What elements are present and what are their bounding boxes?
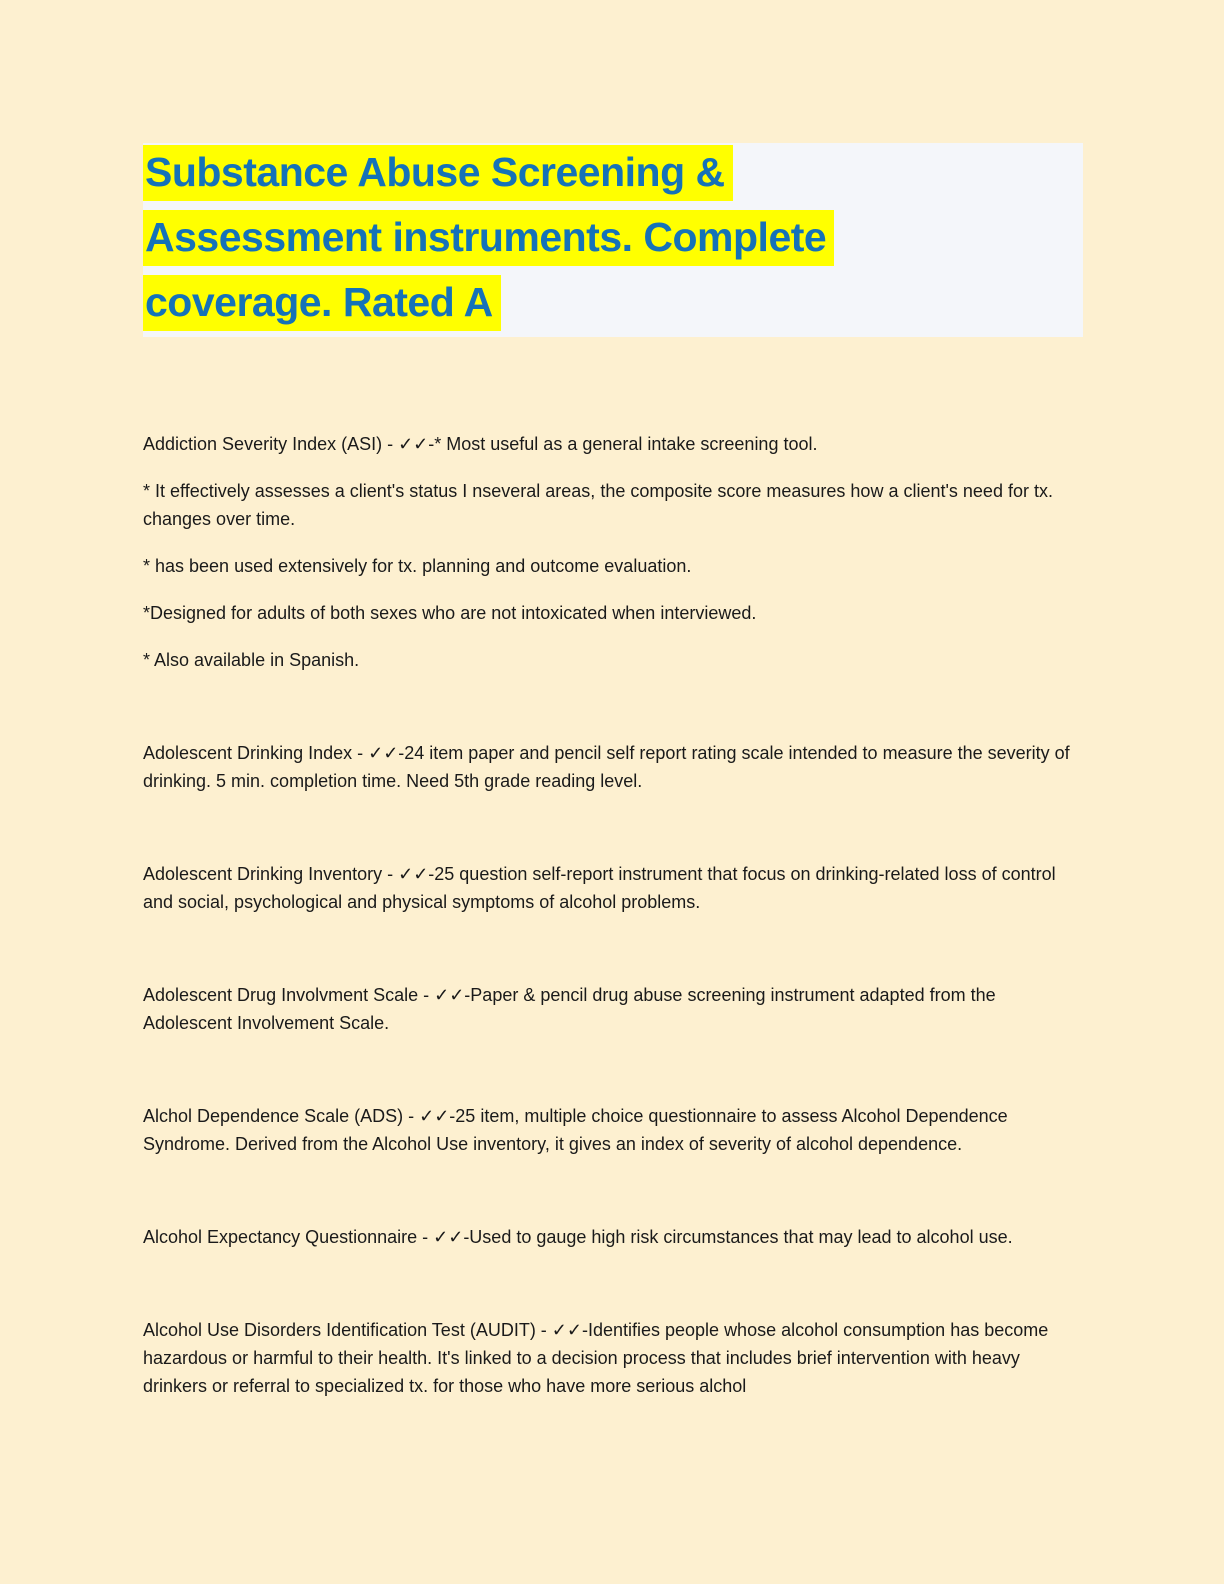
title-line-2 — [143, 210, 1083, 266]
definitions-list — [143, 430, 1081, 1400]
document-content — [143, 143, 1083, 1419]
paragraph-asi-note-4: * Also available in Spanish. — [143, 650, 360, 670]
paragraph-alcohol-dependence-scale: Alchol Dependence Scale (ADS) - ✓✓-25 item, multiple choice questionnaire to assess Alcohol Dependence Syndrome. Derived from the Alcohol Use inventory, it gives an index of severity of alcohol dependence. — [143, 1106, 1008, 1154]
paragraph-asi: Addiction Severity Index (ASI) - ✓✓-* Most useful as a general intake screening tool. — [143, 434, 818, 454]
title-highlight: Substance Abuse Screening & — [143, 145, 733, 201]
paragraph-asi-note-2: * has been used extensively for tx. planning and outcome evaluation. — [143, 556, 692, 576]
title-highlight: coverage. Rated A — [143, 275, 501, 331]
title-highlight: Assessment instruments. Complete — [143, 210, 834, 266]
paragraph-alcohol-expectancy-questionnaire: Alcohol Expectancy Questionnaire - ✓✓-Used to gauge high risk circumstances that may lead to alcohol use. — [143, 1227, 1013, 1247]
title-line-3 — [143, 275, 1083, 331]
title-block — [143, 143, 1083, 337]
title-line-1 — [143, 145, 1083, 201]
paragraph-adolescent-drinking-inventory: Adolescent Drinking Inventory - ✓✓-25 question self-report instrument that focus on drinking-related loss of control and social, psychological and physical symptoms of alcohol problems. — [143, 864, 1056, 912]
paragraph-audit: Alcohol Use Disorders Identification Test (AUDIT) - ✓✓-Identifies people whose alcohol consumption has become hazardous or harmful to their health. It's linked to a decision process that includes brief intervention with heavy drinkers or referral to specialized tx. for those who have more serious alchol — [143, 1320, 1049, 1396]
paragraph-adolescent-drug-involvment-scale: Adolescent Drug Involvment Scale - ✓✓-Paper & pencil drug abuse screening instrument adapted from the Adolescent Involvement Scale. — [143, 985, 996, 1033]
paragraph-asi-note-3: *Designed for adults of both sexes who are not intoxicated when interviewed. — [143, 603, 757, 623]
paragraph-adolescent-drinking-index: Adolescent Drinking Index - ✓✓-24 item paper and pencil self report rating scale intended to measure the severity of drinking. 5 min. completion time. Need 5th grade reading level. — [143, 743, 1070, 791]
paragraph-asi-note-1: * It effectively assesses a client's status I nseveral areas, the composite score measures how a client's need for tx. changes over time. — [143, 481, 1053, 529]
